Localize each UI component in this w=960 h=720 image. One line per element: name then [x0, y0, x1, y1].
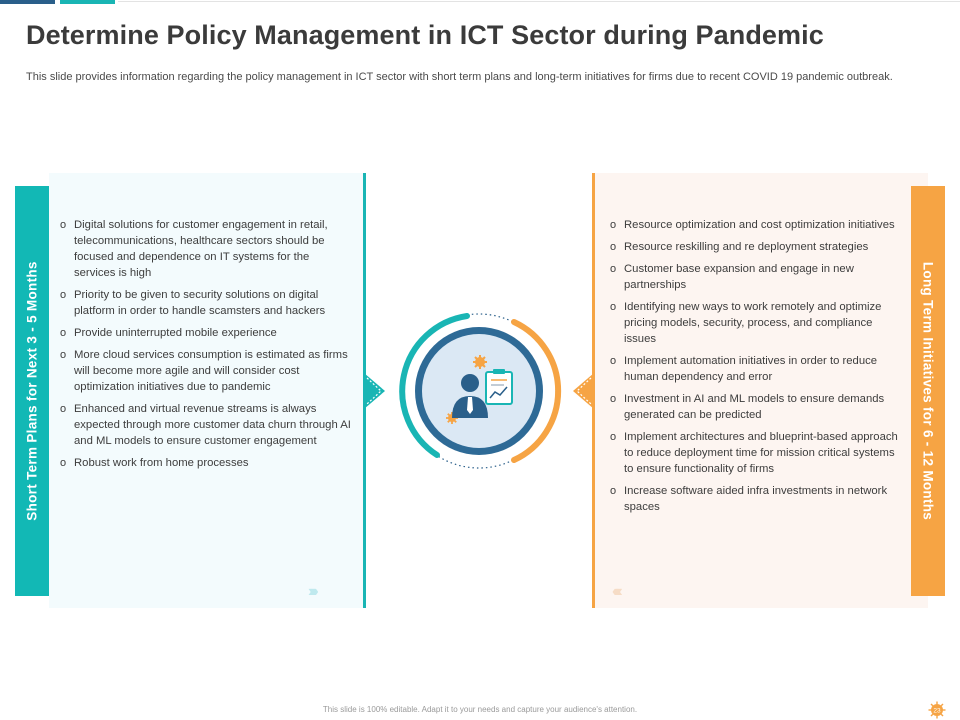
center-person-clipboard-icon	[394, 310, 564, 472]
list-item: o Implement automation initiatives in order to reduce human dependency and error	[610, 353, 900, 385]
list-item: o More cloud services consumption is estimated as firms will become more agile and will consider cost optimization initiatives due to pandemic	[60, 347, 352, 395]
right-connector-arrow-icon	[571, 372, 595, 410]
top-rule	[118, 1, 960, 2]
list-item: o Identifying new ways to work remotely and optimize pricing models, security, process, and compliance issues	[610, 299, 900, 347]
list-item: o Digital solutions for customer engagement in retail, telecommunications, healthcare sectors should be focused and dependence on IT systems for the services is high	[60, 217, 352, 281]
list-item: o Customer base expansion and engage in new partnerships	[610, 261, 900, 293]
chevrons-decoration-left: ›››››	[308, 583, 315, 600]
top-accent-segment-navy	[0, 0, 55, 4]
list-item: o Increase software aided infra investments in network spaces	[610, 483, 900, 515]
long-term-tab-label: Long Term Initiatives for 6 - 12 Months	[920, 261, 936, 521]
left-connector-arrow-icon	[363, 372, 387, 410]
long-term-tab	[911, 186, 945, 596]
list-item: o Robust work from home processes	[60, 455, 352, 471]
top-accent-bar	[0, 0, 960, 4]
list-item: o Provide uninterrupted mobile experience	[60, 325, 352, 341]
footer-note: This slide is 100% editable. Adapt it to your needs and capture your audience's attention.	[322, 705, 638, 714]
short-term-tab	[15, 186, 49, 596]
list-item: o Investment in AI and ML models to ensure demands generated can be predicted	[610, 391, 900, 423]
list-item: o Priority to be given to security solutions on digital platform in order to handle scamsters and hackers	[60, 287, 352, 319]
slide-title: Determine Policy Management in ICT Sector during Pandemic	[26, 20, 824, 50]
list-item: o Implement architectures and blueprint-based approach to reduce deployment time for mission critical systems to ensure functionality of firms	[610, 429, 900, 477]
short-term-tab-label: Short Term Plans for Next 3 - 5 Months	[24, 261, 40, 521]
list-item: o Resource optimization and cost optimization initiatives	[610, 217, 900, 233]
top-accent-segment-teal	[60, 0, 115, 4]
short-term-list	[60, 217, 352, 477]
page-number-badge	[928, 701, 946, 719]
slide-subtitle: This slide provides information regarding the policy management in ICT sector with short term plans and long-term initiatives for firms due to recent COVID 19 pandemic outbreak.	[26, 71, 893, 83]
page-number: 23	[933, 707, 941, 715]
list-item: o Resource reskilling and re deployment strategies	[610, 239, 900, 255]
chevrons-decoration-right: ‹‹‹‹‹	[612, 583, 619, 600]
list-item: o Enhanced and virtual revenue streams is always expected through more customer data churn through AI and ML models to ensure customer engagement	[60, 401, 352, 449]
long-term-list	[610, 217, 900, 521]
